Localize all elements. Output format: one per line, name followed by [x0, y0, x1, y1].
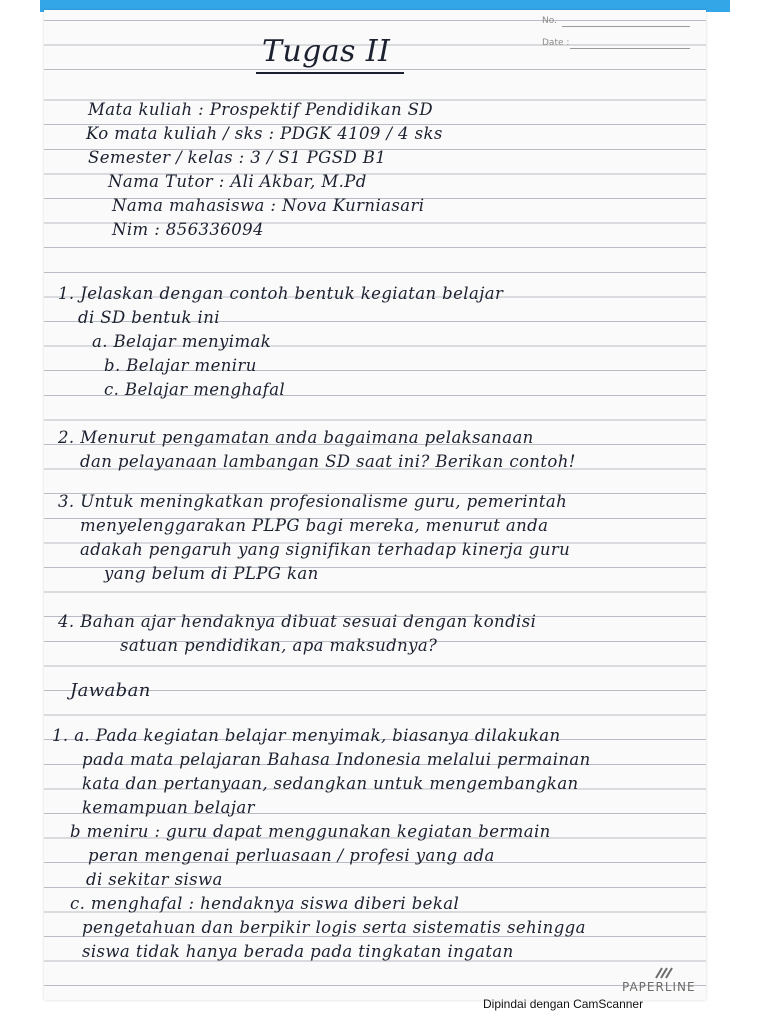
page-title: Tugas II: [262, 34, 391, 69]
question-line: 4. Bahan ajar hendaknya dibuat sesuai dengan kondisi: [58, 612, 537, 631]
question-line: 2. Menurut pengamatan anda bagaimana pelaksanaan: [58, 428, 534, 447]
answer-line: pada mata pelajaran Bahasa Indonesia melalui permainan: [82, 750, 591, 769]
question-line: dan pelayanaan lambangan SD saat ini? Berikan contoh!: [80, 452, 576, 471]
info-line: Nim : 856336094: [112, 220, 264, 239]
question-line: di SD bentuk ini: [78, 308, 220, 327]
paperline-logo-icon: [654, 966, 674, 980]
info-line: Mata kuliah : Prospektif Pendidikan SD: [88, 100, 433, 119]
date-label: Date :: [542, 38, 570, 48]
info-line: Nama mahasiswa : Nova Kurniasari: [112, 196, 425, 215]
answer-line: 1. a. Pada kegiatan belajar menyimak, biasanya dilakukan: [52, 726, 561, 745]
question-line: b. Belajar meniru: [104, 356, 257, 375]
title-underline: [256, 72, 404, 74]
scanner-footer: Dipindai dengan CamScanner: [483, 997, 644, 1011]
info-line: Ko mata kuliah / sks : PDGK 4109 / 4 sks: [86, 124, 443, 143]
answer-line: c. menghafal : hendaknya siswa diberi bekal: [70, 894, 460, 913]
question-line: satuan pendidikan, apa maksudnya?: [120, 636, 438, 655]
question-line: a. Belajar menyimak: [92, 332, 272, 351]
answer-line: pengetahuan dan berpikir logis serta sistematis sehingga: [82, 918, 586, 937]
answer-line: b meniru : guru dapat menggunakan kegiatan bermain: [70, 822, 551, 841]
answer-line: kemampuan belajar: [82, 798, 255, 817]
info-line: Nama Tutor : Ali Akbar, M.Pd: [108, 172, 367, 191]
question-line: c. Belajar menghafal: [104, 380, 286, 399]
question-line: menyelenggarakan PLPG bagi mereka, menurut anda: [80, 516, 549, 535]
question-line: adakah pengaruh yang signifikan terhadap kinerja guru: [80, 540, 571, 559]
answer-line: di sekitar siswa: [86, 870, 223, 889]
no-label: No.: [542, 16, 557, 26]
answer-line: siswa tidak hanya berada pada tingkatan ingatan: [82, 942, 514, 961]
answer-line: peran mengenai perluasaan / profesi yang ada: [88, 846, 495, 865]
question-line: 3. Untuk meningkatkan profesionalisme guru, pemerintah: [58, 492, 568, 511]
answer-heading: Jawaban: [70, 680, 151, 701]
info-line: Semester / kelas : 3 / S1 PGSD B1: [88, 148, 387, 167]
date-line: [570, 48, 690, 49]
answer-line: kata dan pertanyaan, sedangkan untuk mengembangkan: [82, 774, 579, 793]
question-line: 1. Jelaskan dengan contoh bentuk kegiatan belajar: [58, 284, 504, 303]
no-line: [562, 26, 690, 27]
question-line: yang belum di PLPG kan: [104, 564, 319, 583]
paperline-brand: PAPERLINE: [622, 980, 696, 994]
